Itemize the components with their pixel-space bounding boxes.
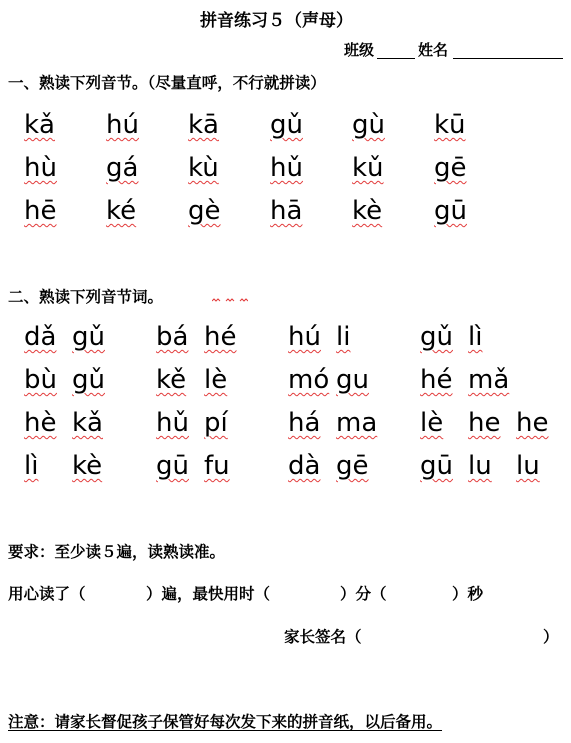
word-syllable: há <box>288 408 321 438</box>
word-syllable: gǔ <box>72 322 105 352</box>
name-label: 姓名 <box>418 41 449 59</box>
class-blank-line <box>377 58 415 59</box>
word-syllable: hé <box>420 365 453 395</box>
section1-heading: 一、熟读下列音节。（尽量直呼，不行就拼读） <box>8 73 326 92</box>
word-syllable: kǎ <box>72 408 103 438</box>
syllable: hā <box>270 196 303 226</box>
word-syllable: mó <box>288 365 330 395</box>
word-syllable: hǔ <box>156 408 189 438</box>
word-syllable: lì <box>468 322 483 352</box>
word-syllable: gē <box>336 451 369 481</box>
syllable: kǔ <box>352 153 384 183</box>
word-syllable: dà <box>288 451 321 481</box>
word-syllable: kè <box>72 451 103 481</box>
syllable: hē <box>24 196 57 226</box>
syllable: gá <box>106 153 139 183</box>
syllable: hǔ <box>270 153 303 183</box>
parent-signature-label: 家长签名（ <box>284 627 362 646</box>
word-syllable: gū <box>420 451 453 481</box>
syllable: gū <box>434 196 467 226</box>
word-syllable: dǎ <box>24 322 57 352</box>
syllable: kā <box>188 110 219 140</box>
page-title: 拼音练习５（声母） <box>200 11 353 31</box>
syllable: gè <box>188 196 221 226</box>
syllable: gǔ <box>270 110 303 140</box>
word-syllable: hé <box>204 322 237 352</box>
word-syllable: lè <box>420 408 444 438</box>
seconds-label: ）秒 <box>452 584 484 603</box>
word-syllable: lì <box>24 451 39 481</box>
minutes-label: ）分（ <box>340 584 387 603</box>
syllable: gē <box>434 153 467 183</box>
word-syllable: kě <box>156 365 187 395</box>
word-syllable: he <box>468 408 501 438</box>
syllable: hù <box>24 153 57 183</box>
class-label: 班级 <box>344 41 375 59</box>
syllable: hú <box>106 110 139 140</box>
word-syllable: fu <box>204 451 230 481</box>
word-syllable: lè <box>204 365 228 395</box>
section2-heading: 二、熟读下列音节词。 <box>8 287 164 306</box>
word-syllable: gǔ <box>72 365 105 395</box>
word-syllable: lu <box>516 451 540 481</box>
word-syllable: gū <box>156 451 189 481</box>
syllable: kè <box>352 196 383 226</box>
word-syllable: bá <box>156 322 189 352</box>
word-syllable: mǎ <box>468 365 510 395</box>
word-syllable: lu <box>468 451 492 481</box>
spell-check-marks <box>212 292 248 302</box>
parent-signature-close: ） <box>543 627 559 646</box>
syllable: kū <box>434 110 466 140</box>
word-syllable: bù <box>24 365 57 395</box>
note-text: 注意：请家长督促孩子保管好每次发下来的拼音纸，以后备用。 <box>8 712 443 731</box>
syllable: kǎ <box>24 110 55 140</box>
requirement-text: 要求：至少读５遍，读熟读准。 <box>8 542 226 561</box>
word-syllable: he <box>516 408 549 438</box>
fastest-time-label: ）遍，最快用时（ <box>146 584 271 603</box>
word-syllable: pí <box>204 408 228 438</box>
word-syllable: gǔ <box>420 322 453 352</box>
syllable: gù <box>352 110 385 140</box>
word-syllable: li <box>336 322 351 352</box>
word-syllable: ma <box>336 408 378 438</box>
syllable: kù <box>188 153 219 183</box>
syllable: ké <box>106 196 137 226</box>
word-syllable: gu <box>336 365 369 395</box>
reading-count-label: 用心读了（ <box>8 584 86 603</box>
word-syllable: hú <box>288 322 321 352</box>
word-syllable: hè <box>24 408 57 438</box>
name-blank-line <box>453 58 563 59</box>
